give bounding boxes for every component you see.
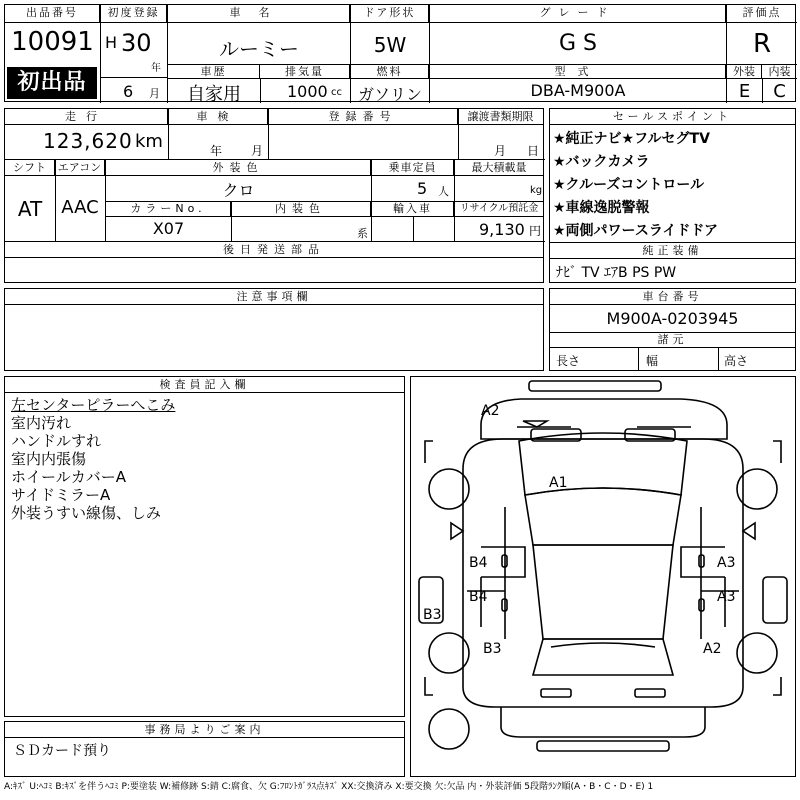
notes-block bbox=[4, 288, 544, 371]
model-value: DBA-M900A bbox=[530, 81, 626, 100]
reg-month-unit: 月 bbox=[149, 87, 160, 100]
exterior-value: E bbox=[738, 81, 751, 102]
dims-label: 諸元 bbox=[550, 332, 795, 348]
model-label: 型式 bbox=[430, 64, 726, 79]
inspector-line: ホイールカバーA bbox=[11, 468, 126, 486]
car-name-label: 車名 bbox=[168, 5, 350, 23]
inspector-label: 検査員記入欄 bbox=[5, 377, 404, 393]
recycle-label: リサイクル預託金 bbox=[455, 201, 543, 217]
sales-points-label: セールスポイント bbox=[550, 109, 795, 125]
transfer-day-unit: 日 bbox=[527, 144, 540, 158]
chassis-label: 車台番号 bbox=[550, 289, 795, 305]
fuel-value: ガソリン bbox=[357, 85, 422, 104]
capacity-label: 乗車定員 bbox=[372, 160, 454, 176]
ext-color-label: 外装色 bbox=[106, 160, 371, 176]
transfer-month-unit: 月 bbox=[494, 144, 507, 158]
damage-mark: B3 bbox=[483, 641, 502, 657]
inspection-year-unit: 年 bbox=[210, 144, 223, 158]
load-unit: kg bbox=[530, 185, 543, 196]
score-value: R bbox=[752, 29, 772, 59]
equipment-label: 純正装備 bbox=[550, 243, 795, 259]
header-block bbox=[4, 4, 796, 105]
plate-label: 登録番号 bbox=[268, 109, 458, 125]
vehicle-detail-block bbox=[4, 108, 544, 283]
fuel-label: 燃料 bbox=[351, 64, 429, 79]
history-value: 自家用 bbox=[187, 84, 241, 105]
displacement-value: 1000 bbox=[287, 82, 328, 101]
inspector-line: 外装うすい線傷、しみ bbox=[11, 504, 162, 522]
grade-value: G S bbox=[558, 31, 597, 56]
damage-mark: B4 bbox=[469, 555, 488, 571]
mileage-unit: km bbox=[135, 131, 163, 152]
inspector-line: ハンドルすれ bbox=[11, 432, 102, 450]
later-parts-label: 後日発送部品 bbox=[5, 242, 543, 258]
car-outline-diagram bbox=[411, 377, 795, 776]
color-no-label: カラーNo. bbox=[106, 201, 231, 217]
sales-point-item: ★純正ナビ★フルセグTV bbox=[553, 131, 710, 147]
legend-text: A:ｷｽﾞ U:ﾍｺﾐ B:ｷｽﾞを伴うﾍｺﾐ P:要塗装 W:補修跡 S:錆 C:腐食、欠 G:ﾌﾛﾝﾄｶﾞﾗｽ点ｷｽﾞ XX:交換済み X:要交換 欠:欠品 内・外装評価 5段階ﾗﾝｸ順(A・B・C・D・E) 1 bbox=[4, 782, 654, 792]
damage-mark: A1 bbox=[549, 475, 568, 491]
recycle-value: 9,130 bbox=[479, 220, 525, 239]
history-label: 車歴 bbox=[168, 64, 260, 79]
inspection-month-unit: 月 bbox=[251, 144, 264, 158]
equipment-value: ﾅﾋﾞ TV ｴｱB PS PW bbox=[556, 265, 677, 281]
office-text: ＳＤカード預り bbox=[13, 743, 111, 759]
import-label: 輸入車 bbox=[372, 201, 454, 217]
sales-point-item: ★クルーズコントロール bbox=[553, 177, 705, 193]
interior-label: 内装 bbox=[762, 64, 797, 79]
car-diagram bbox=[410, 376, 796, 777]
int-color-unit: 系 bbox=[357, 227, 368, 240]
lot-label: 出品番号 bbox=[5, 5, 100, 23]
notes-label: 注意事項欄 bbox=[5, 289, 543, 305]
reg-month: 6 bbox=[123, 82, 134, 101]
grade-label: グレード bbox=[430, 5, 726, 23]
ext-color-value: クロ bbox=[222, 181, 255, 200]
inspector-block bbox=[4, 376, 405, 717]
transfer-label: 譲渡書類期限 bbox=[458, 109, 543, 125]
inspector-line: サイドミラーA bbox=[11, 486, 111, 504]
damage-mark: B4 bbox=[469, 589, 488, 605]
capacity-value: 5 bbox=[417, 179, 428, 198]
recycle-unit: 円 bbox=[529, 224, 542, 238]
width-label: 幅 bbox=[646, 354, 659, 368]
chassis-block bbox=[549, 288, 796, 371]
mileage-value: 123,620 bbox=[43, 129, 133, 153]
inspection-label: 車検 bbox=[168, 109, 268, 125]
load-label: 最大積載量 bbox=[455, 160, 543, 176]
int-color-label: 内装色 bbox=[231, 201, 371, 217]
ac-value: AAC bbox=[61, 197, 99, 218]
displacement-unit: cc bbox=[331, 87, 342, 98]
damage-mark: A3 bbox=[717, 555, 736, 571]
inspector-line: 室内汚れ bbox=[11, 414, 72, 432]
office-block bbox=[4, 721, 405, 777]
door-label: ドア形状 bbox=[351, 5, 429, 23]
ac-label: エアコン bbox=[55, 160, 105, 176]
sales-point-item: ★車線逸脱警報 bbox=[553, 200, 650, 216]
office-label: 事務局よりご案内 bbox=[5, 722, 404, 738]
first-listing-badge: 初出品 bbox=[7, 67, 97, 99]
mileage-label: 走行 bbox=[5, 109, 168, 125]
displacement-label: 排気量 bbox=[260, 64, 350, 79]
inspector-line: 室内内張傷 bbox=[11, 450, 87, 468]
interior-value: C bbox=[773, 81, 786, 102]
door-value: 5W bbox=[373, 33, 407, 57]
inspector-line: 左センターピラーへこみ bbox=[11, 396, 176, 414]
damage-mark: A2 bbox=[481, 403, 500, 419]
score-label: 評価点 bbox=[727, 5, 797, 23]
exterior-label: 外装 bbox=[727, 64, 762, 79]
shift-label: シフト bbox=[5, 160, 55, 176]
color-no-value: X07 bbox=[152, 219, 185, 238]
reg-year-unit: 年 bbox=[151, 63, 161, 74]
car-name: ルーミー bbox=[219, 37, 299, 61]
reg-era: H bbox=[105, 33, 118, 52]
damage-mark: A3 bbox=[717, 589, 736, 605]
sales-points-block bbox=[549, 108, 796, 283]
damage-mark: A2 bbox=[703, 641, 722, 657]
sales-point-item: ★バックカメラ bbox=[553, 154, 650, 170]
sales-point-item: ★両側パワースライドドア bbox=[553, 223, 719, 239]
damage-mark: B3 bbox=[423, 607, 442, 623]
shift-value: AT bbox=[17, 197, 43, 221]
height-label: 高さ bbox=[724, 354, 749, 368]
capacity-unit: 人 bbox=[438, 185, 449, 198]
reg-label: 初度登録 bbox=[101, 5, 167, 23]
length-label: 長さ bbox=[556, 354, 581, 368]
reg-year: 30 bbox=[121, 29, 152, 57]
chassis-value: M900A-0203945 bbox=[606, 309, 739, 328]
lot-number: 10091 bbox=[11, 27, 94, 57]
